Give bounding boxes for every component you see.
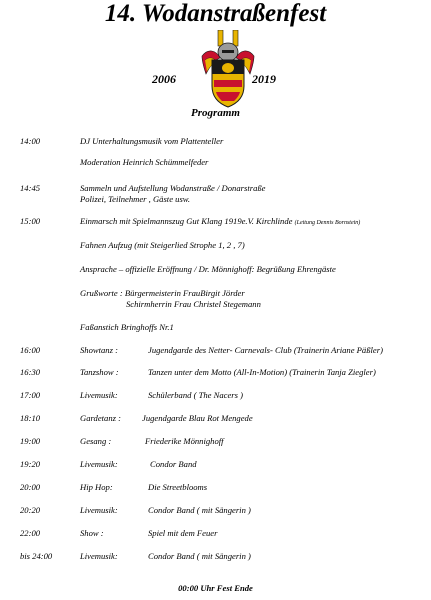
schedule-text: Schirmherrin Frau Christel Stegemann xyxy=(126,299,261,309)
schedule-text: Polizei, Teilnehmer , Gäste usw. xyxy=(80,194,191,204)
schedule-text: Condor Band xyxy=(150,459,197,469)
schedule-time: 19:20 xyxy=(20,459,41,469)
program-heading: Programm xyxy=(191,107,240,119)
schedule-text: Spiel mit dem Feuer xyxy=(148,528,218,538)
schedule-text: Sammeln und Aufstellung Wodanstraße / Donarstraße xyxy=(80,183,266,193)
schedule-category: Showtanz : xyxy=(80,345,118,355)
schedule-text: Schülerband ( The Nacers ) xyxy=(148,390,243,400)
schedule-text: Jugendgarde des Netter- Carnevals- Club (Trainerin Ariane Päßler) xyxy=(148,345,383,355)
schedule-time: bis 24:00 xyxy=(20,551,53,561)
schedule-category: Livemusik: xyxy=(80,505,118,515)
schedule-time: 14:00 xyxy=(20,136,41,146)
schedule-category: Hip Hop: xyxy=(80,482,113,492)
year-start: 2006 xyxy=(152,72,176,86)
schedule-text: Condor Band ( mit Sängerin ) xyxy=(148,551,251,561)
schedule-time: 18:10 xyxy=(20,413,41,423)
schedule-text-main: Einmarsch mit Spielmannszug Gut Klang 1919e.V. Kirchlinde xyxy=(80,216,293,226)
page-title: 14. Wodanstraßenfest xyxy=(104,0,327,27)
schedule-text-note: (Leitung Dennis Bornstein) xyxy=(294,220,361,226)
schedule-time: 22:00 xyxy=(20,528,41,538)
schedule-text: Faßanstich Bringhoffs Nr.1 xyxy=(80,322,174,332)
schedule-category: Show : xyxy=(80,528,104,538)
schedule-category: Livemusik: xyxy=(80,551,118,561)
schedule-time: 16:30 xyxy=(20,367,41,377)
schedule-text: Tanzen unter dem Motto (All-In-Motion) (Trainerin Tanja Ziegler) xyxy=(148,367,376,377)
fest-end: 00:00 Uhr Fest Ende xyxy=(178,583,253,593)
schedule-category: Livemusik: xyxy=(80,390,118,400)
schedule-text: Ansprache – offizielle Eröffnung / Dr. Mönnighoff: Begrüßung Ehrengäste xyxy=(80,264,336,274)
schedule-time: 17:00 xyxy=(20,390,41,400)
schedule-category: Gesang : xyxy=(80,436,112,446)
schedule-time: 19:00 xyxy=(20,436,41,446)
schedule-time: 14:45 xyxy=(20,183,41,193)
schedule-text: Fahnen Aufzug (mit Steigerlied Strophe 1, 2 , 7) xyxy=(80,240,245,250)
schedule-text: Die Streetblooms xyxy=(148,482,208,492)
year-end: 2019 xyxy=(252,72,276,86)
schedule-text: DJ Unterhaltungsmusik vom Plattenteller xyxy=(80,136,224,146)
schedule-text: Friederike Mönnighoff xyxy=(145,436,224,446)
schedule-text xyxy=(80,216,360,228)
schedule-category: Gardetanz : xyxy=(80,413,121,423)
schedule-category: Tanzshow : xyxy=(80,367,119,377)
schedule-time: 16:00 xyxy=(20,345,41,355)
schedule-text: Jugendgarde Blau Rot Mengede xyxy=(142,413,253,423)
schedule-time: 15:00 xyxy=(20,216,41,226)
schedule-category: Livemusik: xyxy=(80,459,118,469)
schedule-time: 20:20 xyxy=(20,505,41,515)
schedule-text: Moderation Heinrich Schümmelfeder xyxy=(80,157,209,167)
schedule-time: 20:00 xyxy=(20,482,41,492)
schedule-text: Condor Band ( mit Sängerin ) xyxy=(148,505,251,515)
schedule-text: Grußworte : Bürgermeisterin FrauBirgit Jörder xyxy=(80,288,245,298)
